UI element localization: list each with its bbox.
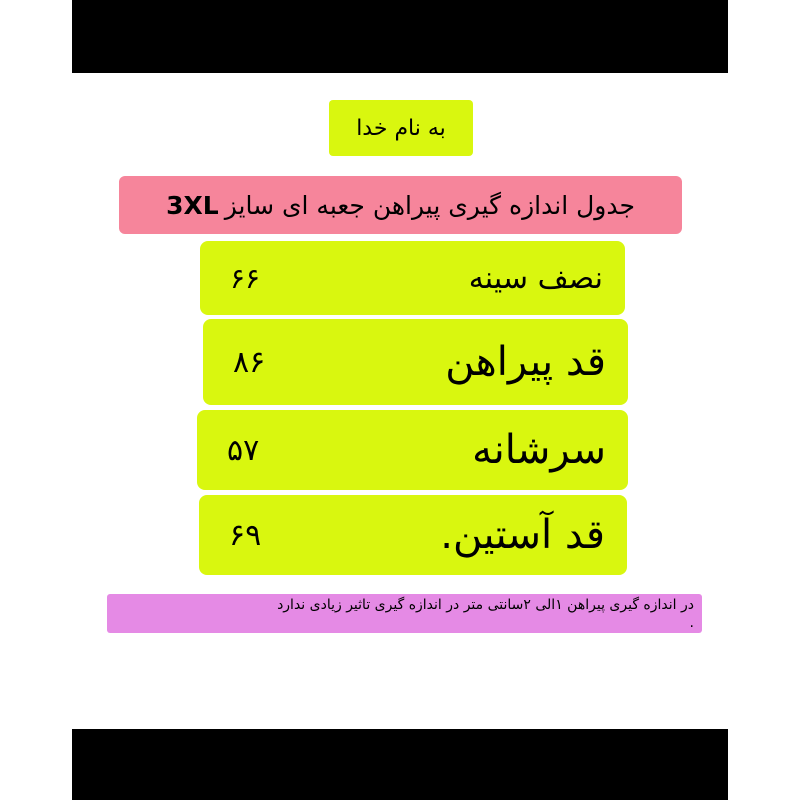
measurement-note [107,594,702,633]
note-line-2: . [689,614,694,631]
title-text: جدول اندازه گیری پیراهن جعبه ای سایز [224,190,635,220]
bottom-letterbox-bar [72,729,728,800]
measurement-value: ۸۶ [233,344,266,380]
measurement-row-sleeve-length [199,495,627,575]
measurement-row-chest [200,241,625,315]
measurement-label: قد آستین. [440,512,605,558]
measurement-label: نصف سینه [468,260,603,296]
measurement-value: ۵۷ [227,432,260,468]
measurement-label: سرشانه [472,427,606,473]
top-letterbox-bar [72,0,728,73]
measurement-row-shoulder [197,410,628,490]
size-chart-title [119,176,682,234]
greeting-label: به نام خدا [329,100,473,156]
note-line-1: در اندازه گیری پیراهن ۱الی ۲سانتی متر در اندازه گیری تاثیر زیادی ندارد [277,596,694,613]
title-size-badge: 3XL [166,190,219,220]
measurement-value: ۶۶ [230,261,261,295]
measurement-value: ۶۹ [229,517,262,553]
measurement-label: قد پیراهن [445,339,606,385]
measurement-row-shirt-length [203,319,628,405]
